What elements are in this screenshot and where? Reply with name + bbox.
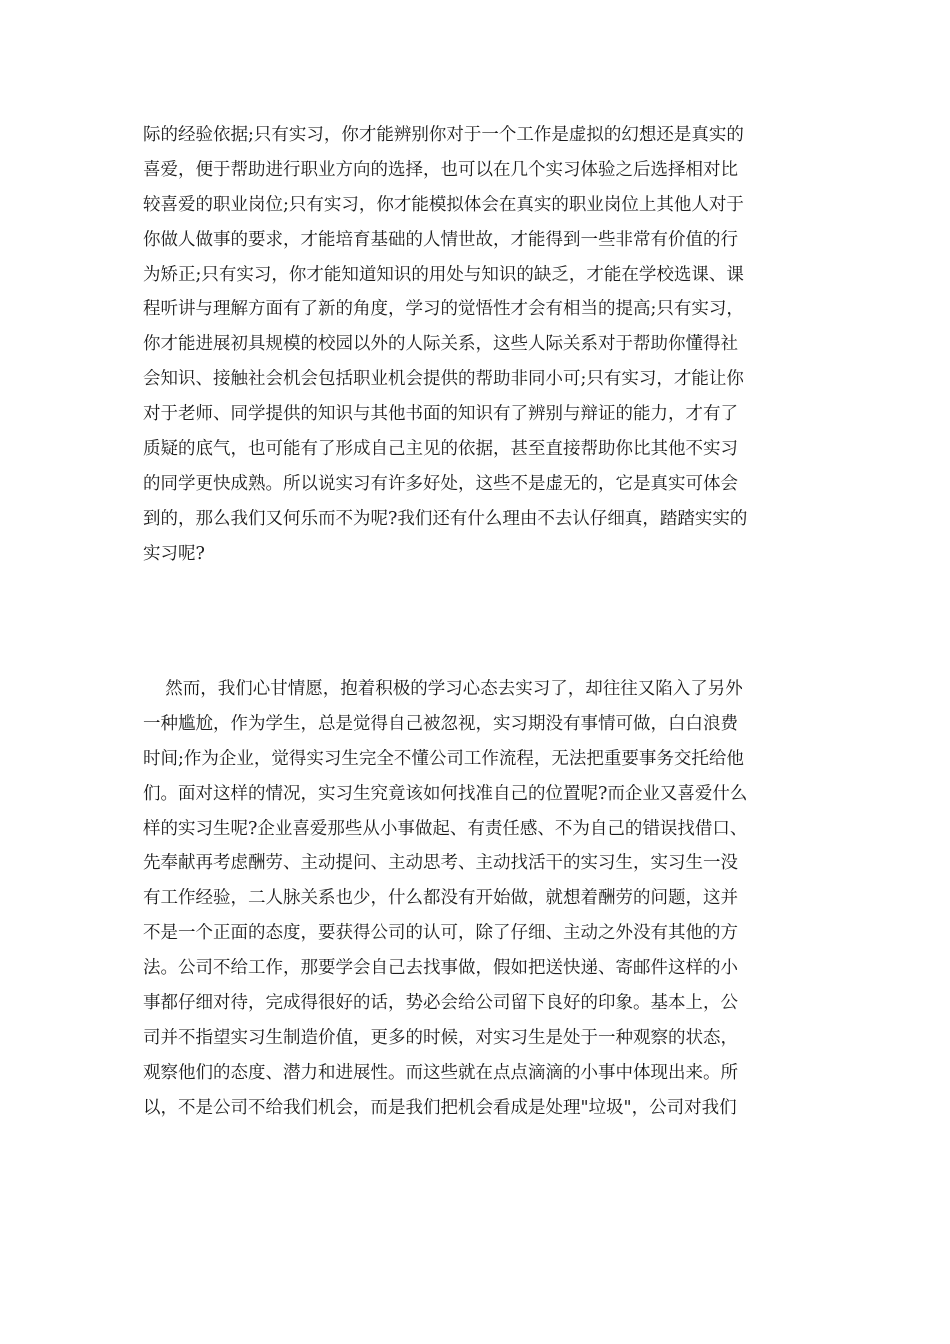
text-line: 喜爱，便于帮助进行职业方向的选择，也可以在几个实习体验之后选择相对比 xyxy=(143,159,738,180)
text-line: 到的，那么我们又何乐而不为呢?我们还有什么理由不去认仔细真，踏踏实实的 xyxy=(143,508,748,529)
text-line: 然而，我们心甘情愿，抱着积极的学习心态去实习了，却往往又陷入了另外 xyxy=(143,679,743,699)
text-line: 质疑的底气，也可能有了形成自己主见的依据，甚至直接帮助你比其他不实习 xyxy=(143,439,738,460)
paragraph-2 xyxy=(143,672,808,1126)
text-line: 际的经验依据;只有实习，你才能辨别你对于一个工作是虚拟的幻想还是真实的 xyxy=(143,125,744,145)
text-line: 先奉献再考虑酬劳、主动提问、主动思考、主动找活干的实习生，实习生一没 xyxy=(143,853,738,874)
text-line: 有工作经验，二人脉关系也少，什么都没有开始做，就想着酬劳的问题，这并 xyxy=(143,888,738,909)
text-line: 法。公司不给工作，那要学会自己去找事做，假如把送快递、寄邮件这样的小 xyxy=(143,958,738,979)
text-line: 们。面对这样的情况，实习生究竟该如何找准自己的位置呢?而企业又喜爱什么 xyxy=(143,783,748,804)
text-line: 事都仔细对待，完成得很好的话，势必会给公司留下良好的印象。基本上，公 xyxy=(143,993,738,1014)
text-line: 你做人做事的要求，才能培育基础的人情世故，才能得到一些非常有价值的行 xyxy=(143,229,738,250)
text-line: 为矫正;只有实习，你才能知道知识的用处与知识的缺乏，才能在学校选课、课 xyxy=(143,264,744,285)
text-line: 你才能进展初具规模的校园以外的人际关系，这些人际关系对于帮助你懂得社 xyxy=(143,334,738,355)
text-line: 观察他们的态度、潜力和进展性。而这些就在点点滴滴的小事中体现出来。所 xyxy=(143,1062,738,1083)
text-line: 样的实习生呢?企业喜爱那些从小事做起、有责任感、不为自己的错误找借口、 xyxy=(143,818,748,839)
paragraph-1 xyxy=(143,118,808,572)
text-line: 较喜爱的职业岗位;只有实习，你才能模拟体会在真实的职业岗位上其他人对于 xyxy=(143,194,744,215)
text-line: 实习呢? xyxy=(143,543,205,564)
text-line: 程听讲与理解方面有了新的角度，学习的觉悟性才会有相当的提高;只有实习， xyxy=(143,299,744,320)
text-line: 以，不是公司不给我们机会，而是我们把机会看成是处理"垃圾"，公司对我们 xyxy=(143,1097,737,1118)
text-line: 的同学更快成熟。所以说实习有许多好处，这些不是虚无的，它是真实可体会 xyxy=(143,473,738,494)
text-line: 时间;作为企业，觉得实习生完全不懂公司工作流程，无法把重要事务交托给他 xyxy=(143,748,744,769)
text-line: 会知识、接触社会机会包括职业机会提供的帮助非同小可;只有实习，才能让你 xyxy=(143,369,744,390)
text-line: 对于老师、同学提供的知识与其他书面的知识有了辨别与辩证的能力，才有了 xyxy=(143,404,738,425)
text-line: 一种尴尬，作为学生，总是觉得自己被忽视，实习期没有事情可做，白白浪费 xyxy=(143,713,738,734)
text-line: 不是一个正面的态度，要获得公司的认可，除了仔细、主动之外没有其他的方 xyxy=(143,923,738,944)
text-line: 司并不指望实习生制造价值，更多的时候，对实习生是处于一种观察的状态， xyxy=(143,1027,738,1048)
